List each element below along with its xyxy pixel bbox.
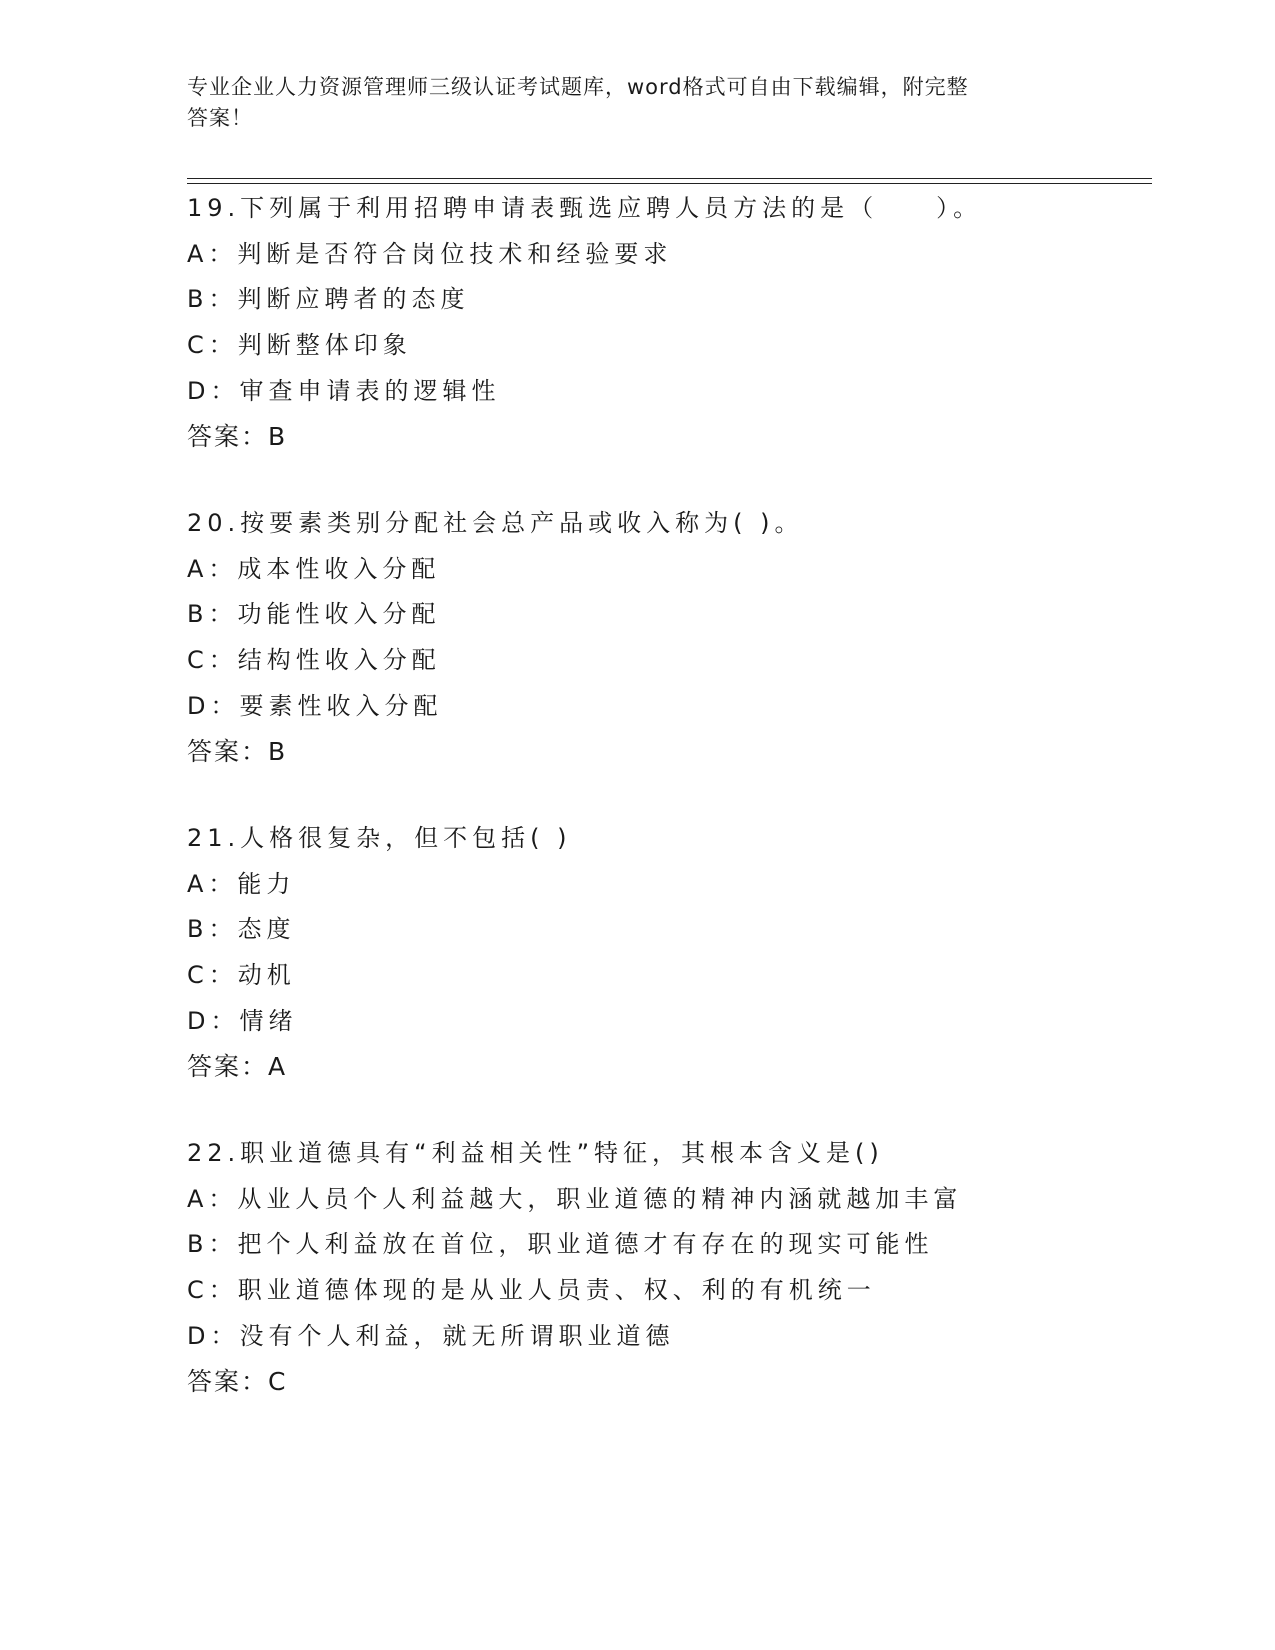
option-a: A：成本性收入分配 bbox=[187, 554, 441, 583]
header-line-2: 答案！ bbox=[187, 106, 253, 130]
option-d: D：审查申请表的逻辑性 bbox=[187, 376, 501, 405]
answer: 答案：A bbox=[187, 1052, 288, 1082]
header-line-1: 专业企业人力资源管理师三级认证考试题库，word格式可自由下载编辑，附完整 bbox=[187, 75, 969, 99]
answer: 答案：B bbox=[187, 737, 288, 767]
option-c: C：动机 bbox=[187, 961, 296, 990]
option-c: C：职业道德体现的是从业人员责、权、利的有机统一 bbox=[187, 1276, 876, 1305]
option-a: A：从业人员个人利益越大，职业道德的精神内涵就越加丰富 bbox=[187, 1184, 963, 1213]
option-a: A：能力 bbox=[187, 869, 296, 898]
option-b: B：判断应聘者的态度 bbox=[187, 285, 470, 314]
question-22 bbox=[187, 1131, 1187, 1405]
question-stem: 19.下列属于利用招聘申请表甄选应聘人员方法的是（ ）。 bbox=[187, 194, 983, 222]
option-b: B：态度 bbox=[187, 915, 296, 944]
question-19 bbox=[187, 186, 1187, 460]
answer: 答案：B bbox=[187, 422, 288, 452]
option-d: D：情绪 bbox=[187, 1006, 298, 1035]
question-stem: 21.人格很复杂，但不包括( ) bbox=[187, 824, 572, 852]
question-20 bbox=[187, 501, 1187, 775]
option-c: C：结构性收入分配 bbox=[187, 646, 441, 675]
question-stem: 20.按要素类别分配社会总产品或收入称为( )。 bbox=[187, 509, 804, 537]
option-a: A：判断是否符合岗位技术和经验要求 bbox=[187, 239, 673, 268]
option-d: D：要素性收入分配 bbox=[187, 691, 443, 720]
option-b: B：把个人利益放在首位，职业道德才有存在的现实可能性 bbox=[187, 1230, 934, 1259]
document-header bbox=[187, 72, 1087, 134]
answer: 答案：C bbox=[187, 1367, 288, 1397]
header-rule-top bbox=[187, 178, 1152, 179]
option-d: D：没有个人利益，就无所谓职业道德 bbox=[187, 1321, 675, 1350]
question-21 bbox=[187, 816, 1187, 1090]
question-stem: 22.职业道德具有“利益相关性”特征，其根本含义是() bbox=[187, 1139, 884, 1167]
option-c: C：判断整体印象 bbox=[187, 331, 412, 360]
header-rule-bottom bbox=[187, 183, 1152, 184]
option-b: B：功能性收入分配 bbox=[187, 600, 441, 629]
